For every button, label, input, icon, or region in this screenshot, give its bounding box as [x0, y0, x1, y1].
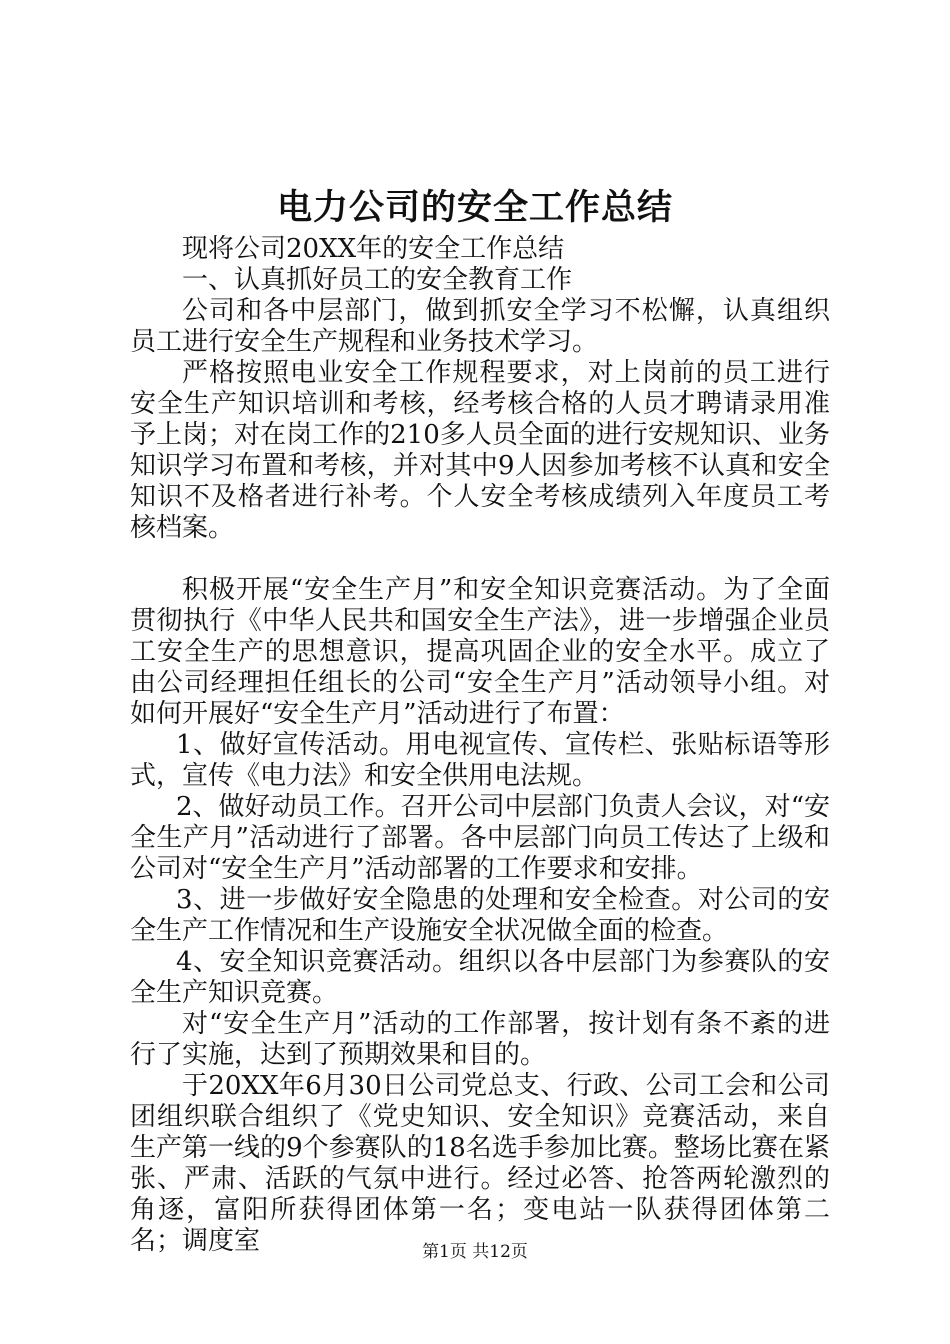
page-number: 第1页 共12页 — [422, 1242, 528, 1262]
body-paragraph: 积极开展“安全生产月”和安全知识竞赛活动。为了全面贯彻执行《中华人民共和国安全生产法》，进一步增强企业员工安全生产的思想意识，提高巩固企业的安全水平。成立了由公司经理担任组长的公司“安全生产月”活动领导小组。对如何开展好“安全生产月”活动进行了布置： — [130, 575, 830, 729]
list-item: 2、做好动员工作。召开公司中层部门负责人会议，对“安全生产月”活动进行了部署。各中层部门向员工传达了上级和公司对“安全生产月”活动部署的工作要求和安排。 — [130, 792, 830, 884]
body-paragraph: 严格按照电业安全工作规程要求，对上岗前的员工进行安全生产知识培训和考核，经考核合格的人员才聘请录用准予上岗；对在岗工作的210多人员全面的进行安规知识、业务知识学习布置和考核，并对其中9人因参加考核不认真和安全知识不及格者进行补考。个人安全考核成绩列入年度员工考核档案。 — [130, 358, 830, 543]
intro-paragraph: 现将公司20XX年的安全工作总结 — [182, 234, 565, 264]
body-paragraph: 对“安全生产月”活动的工作部署，按计划有条不紊的进行了实施，达到了预期效果和目的。 — [130, 1009, 830, 1070]
body-paragraph: 公司和各中层部门，做到抓安全学习不松懈，认真组织员工进行安全生产规程和业务技术学习。 — [130, 296, 830, 357]
list-item: 4、安全知识竞赛活动。组织以各中层部门为参赛队的安全生产知识竞赛。 — [130, 947, 830, 1008]
document-title: 电力公司的安全工作总结 — [276, 187, 673, 228]
list-item: 3、进一步做好安全隐患的处理和安全检查。对公司的安全生产工作情况和生产设施安全状况做全面的检查。 — [130, 885, 830, 946]
body-paragraph: 于20XX年6月30日公司党总支、行政、公司工会和公司团组织联合组织了《党史知识、安全知识》竞赛活动，来自生产第一线的9个参赛队的18名选手参加比赛。整场比赛在紧张、严肃、活跃的气氛中进行。经过必答、抢答两轮激烈的角逐，富阳所获得团体第一名；变电站一队获得团体第二名；调度室 — [130, 1071, 830, 1256]
section-heading: 一、认真抓好员工的安全教育工作 — [182, 265, 573, 295]
list-item: 1、做好宣传活动。用电视宣传、宣传栏、张贴标语等形式，宣传《电力法》和安全供用电法规。 — [130, 730, 830, 791]
document-body — [130, 234, 830, 1257]
